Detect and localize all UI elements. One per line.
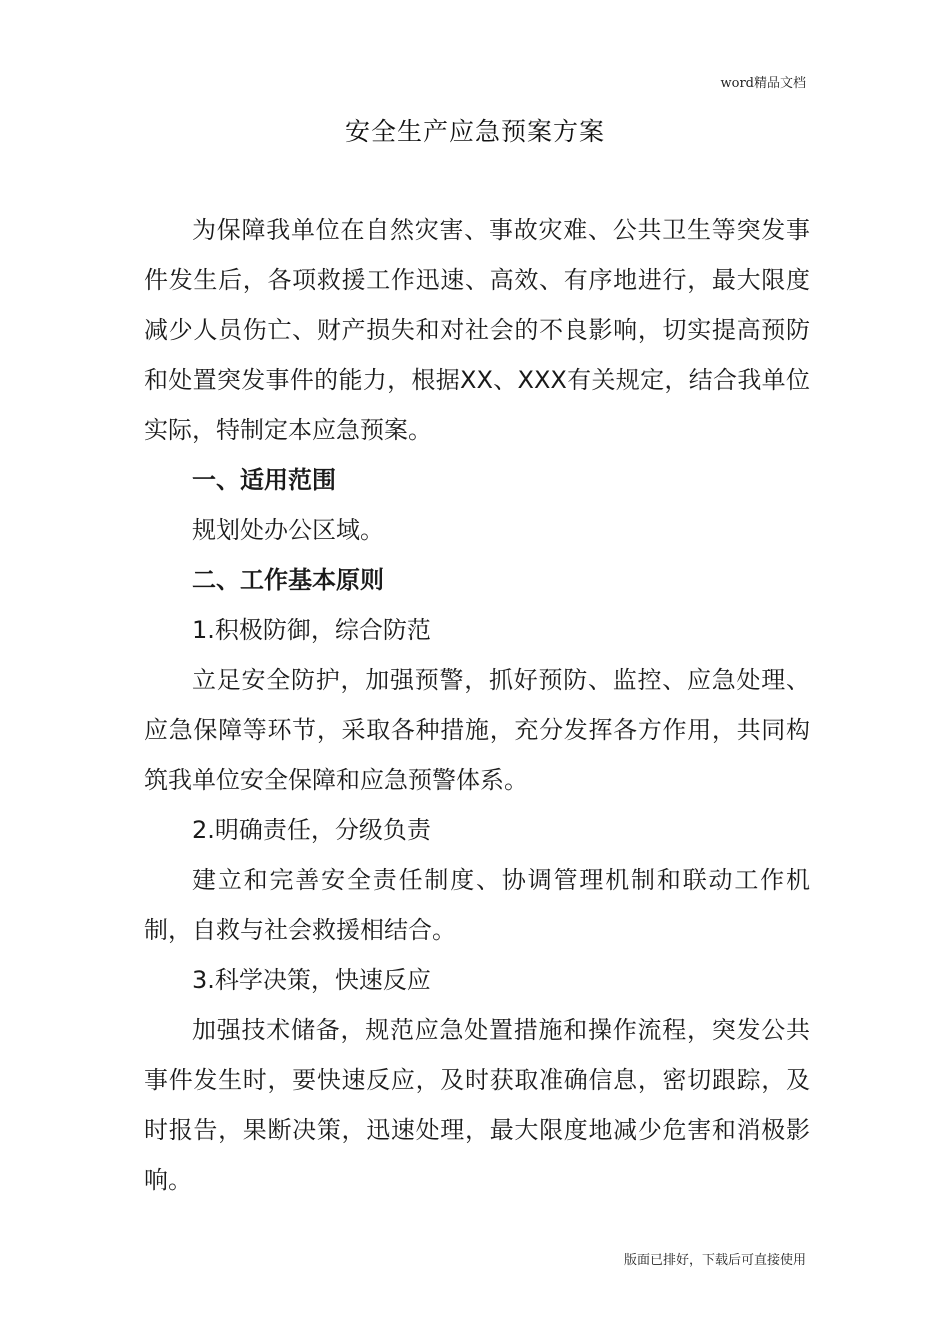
- document-title: 安全生产应急预案方案: [344, 117, 605, 146]
- principle-1-body: 立足安全防护，加强预警，抓好预防、监控、应急处理、应急保障等环节，采取各种措施，充分发挥各方作用，共同构筑我单位安全保障和应急预警体系。: [144, 666, 810, 794]
- document-body: [144, 205, 810, 1205]
- section-heading-principles: 二、工作基本原则: [192, 566, 384, 594]
- section-heading-scope: 一、适用范围: [192, 466, 336, 494]
- principle-3-body: 加强技术储备，规范应急处置措施和操作流程，突发公共事件发生时，要快速反应，及时获取准确信息，密切跟踪，及时报告，果断决策，迅速处理，最大限度地减少危害和消极影响。: [144, 1016, 810, 1194]
- footer-note: 版面已排好，下载后可直接使用: [623, 1253, 806, 1268]
- paragraph-intro: 为保障我单位在自然灾害、事故灾难、公共卫生等突发事件发生后，各项救援工作迅速、高效、有序地进行，最大限度减少人员伤亡、财产损失和对社会的不良影响，切实提高预防和处置突发事件的能力，根据XX、XXX有关规定，结合我单位实际，特制定本应急预案。: [144, 216, 810, 444]
- principle-2-body: 建立和完善安全责任制度、协调管理机制和联动工作机制，自救与社会救援相结合。: [144, 866, 810, 944]
- principle-2-title: 2.明确责任，分级负责: [192, 816, 431, 844]
- principle-1-title: 1.积极防御，综合防范: [192, 616, 431, 644]
- paragraph-scope: 规划处办公区域。: [192, 516, 384, 544]
- header-note: word精品文档: [720, 76, 806, 91]
- principle-3-title: 3.科学决策，快速反应: [192, 966, 431, 994]
